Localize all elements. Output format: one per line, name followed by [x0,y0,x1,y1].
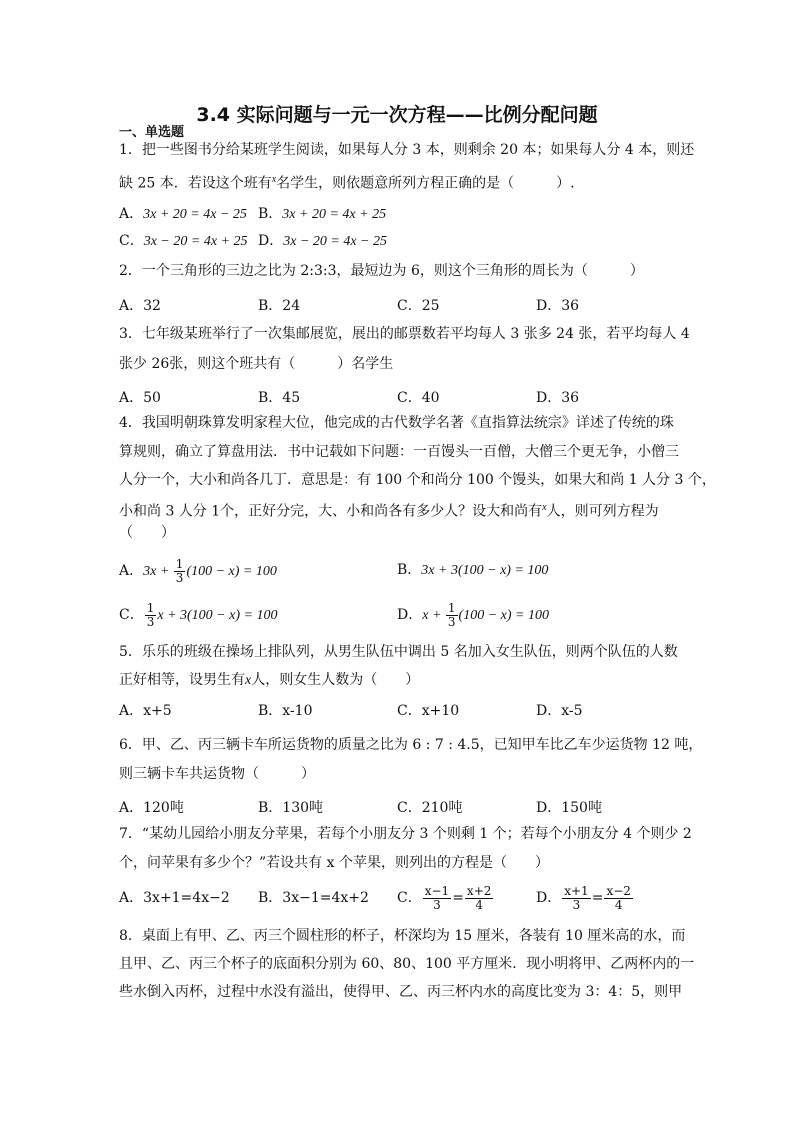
q4-line-5: （ ） [119,525,175,541]
q4-line-3: 人分一个，大小和尚各几丁．意思是：有 100 个和尚分 100 个馒头，如果大和尚 1 人分 3 个， [119,472,716,488]
q3-option-d[interactable]: D．36 [536,390,580,406]
q1-option-b[interactable]: B．3x + 20 = 4x + 25 [258,206,387,222]
q4-line-1: 4．我国明朝珠算发明家程大位，他完成的古代数学名著《直指算法统宗》详述了传统的珠 [119,415,674,431]
page-title: 3.4 实际问题与一元一次方程——比例分配问题 [196,104,598,126]
q8-line-1: 8．桌面上有甲、乙、丙三个圆柱形的杯子，杯深均为 15 厘米，各装有 10 厘米高的水，而 [119,928,686,944]
q7-option-d[interactable]: D． $\frac{x+1}{3}$ = $\frac{x-2}{4}$ [536,883,631,912]
q6-line-2: 则三辆卡车共运货物（ ） [119,766,315,782]
q3-option-a[interactable]: A．50 [119,390,161,406]
q7-option-b[interactable]: B．3x−1=4x+2 [258,890,369,906]
q2-option-d[interactable]: D．36 [536,298,580,314]
section-heading: 一、单选题 [119,125,185,140]
q4-option-b[interactable]: B．3x + 3(100 − x) = 100 [397,562,549,578]
q1-line-1: 1．把一些图书分给某班学生阅读，如果每人分 3 本，则剩余 20 本；如果每人分 4 本，则还 [119,142,695,158]
q6-line-1: 6．甲、乙、丙三辆卡车所运货物的质量之比为 6 : 7 : 4.5，已知甲车比乙车少运货物 12 吨， [119,737,703,753]
q5-option-c[interactable]: C．x+10 [397,703,460,719]
q1-option-d[interactable]: D．3x − 20 = 4x − 25 [258,233,388,249]
q2-option-b[interactable]: B．24 [258,298,301,314]
q4-option-c[interactable]: C． $\frac{1}{3}$ x + 3(100 − x) = 100 [119,600,278,629]
q5-option-b[interactable]: B．x-10 [258,703,313,719]
q5-option-d[interactable]: D．x-5 [536,703,583,719]
q6-option-c[interactable]: C．210吨 [397,800,463,816]
q8-line-3: 些水倒入丙杯，过程中水没有溢出，使得甲、乙、丙三杯内水的高度比变为 3：4：5，则甲 [119,984,683,1000]
q5-line-2: 正好相等，设男生有x人，则女生人数为（ ） [119,672,420,688]
q8-line-2: 且甲、乙、丙三个杯子的底面积分别为 60、80、100 平方厘米．现小明将甲、乙两杯内的一 [119,956,695,972]
q2-option-c[interactable]: C．25 [397,298,440,314]
q7-option-a[interactable]: A．3x+1=4x−2 [119,890,230,906]
q7-option-c[interactable]: C． $\frac{x-1}{3}$ = $\frac{x+2}{4}$ [397,883,492,912]
q1-line-2: 缺 25 本．若设这个班有$^x$名学生，则依题意所列方程正确的是（ ）. [119,174,575,192]
q5-line-1: 5．乐乐的班级在操场上排队列，从男生队伍中调出 5 名加入女生队伍，则两个队伍的人数 [119,644,678,660]
q2-stem: 2．一个三角形的三边之比为 2:3:3，最短边为 6，则这个三角形的周长为（ ） [119,263,644,279]
q4-line-4: 小和尚 3 人分 1个，正好分完，大、小和尚各有多少人？设大和尚有$^x$人，则可列方程为 [119,502,659,520]
q3-line-2: 张少 26张，则这个班共有（ ）名学生 [119,356,394,372]
q3-line-1: 3．七年级某班举行了一次集邮展览，展出的邮票数若平均每人 3 张多 24 张，若平均每人 4 [119,326,690,342]
q1-option-a[interactable]: A．3x + 20 = 4x − 25 [119,206,247,222]
q2-option-a[interactable]: A．32 [119,298,161,314]
q6-option-a[interactable]: A．120吨 [119,800,184,816]
q4-option-a[interactable]: A．3x + $\frac{1}{3}$ (100 − x) = 100 [119,556,277,585]
q4-option-d[interactable]: D．x + $\frac{1}{3}$ (100 − x) = 100 [397,600,549,629]
q6-option-b[interactable]: B．130吨 [258,800,324,816]
q4-line-2: 算规则，确立了算盘用法．书中记载如下问题：一百馒头一百僧，大僧三个更无争，小僧三 [119,444,679,460]
q6-option-d[interactable]: D．150吨 [536,800,602,816]
q7-line-2: 个，问苹果有多少个？”若设共有 x 个苹果，则列出的方程是（ ） [119,855,549,871]
q3-option-c[interactable]: C．40 [397,390,440,406]
q5-option-a[interactable]: A．x+5 [119,703,172,719]
q1-option-c[interactable]: C．3x − 20 = 4x + 25 [119,233,248,249]
q3-option-b[interactable]: B．45 [258,390,301,406]
q7-line-1: 7．“某幼儿园给小朋友分苹果，若每个小朋友分 3 个则剩 1 个；若每个小朋友分 4 个则少 2 [119,826,692,842]
